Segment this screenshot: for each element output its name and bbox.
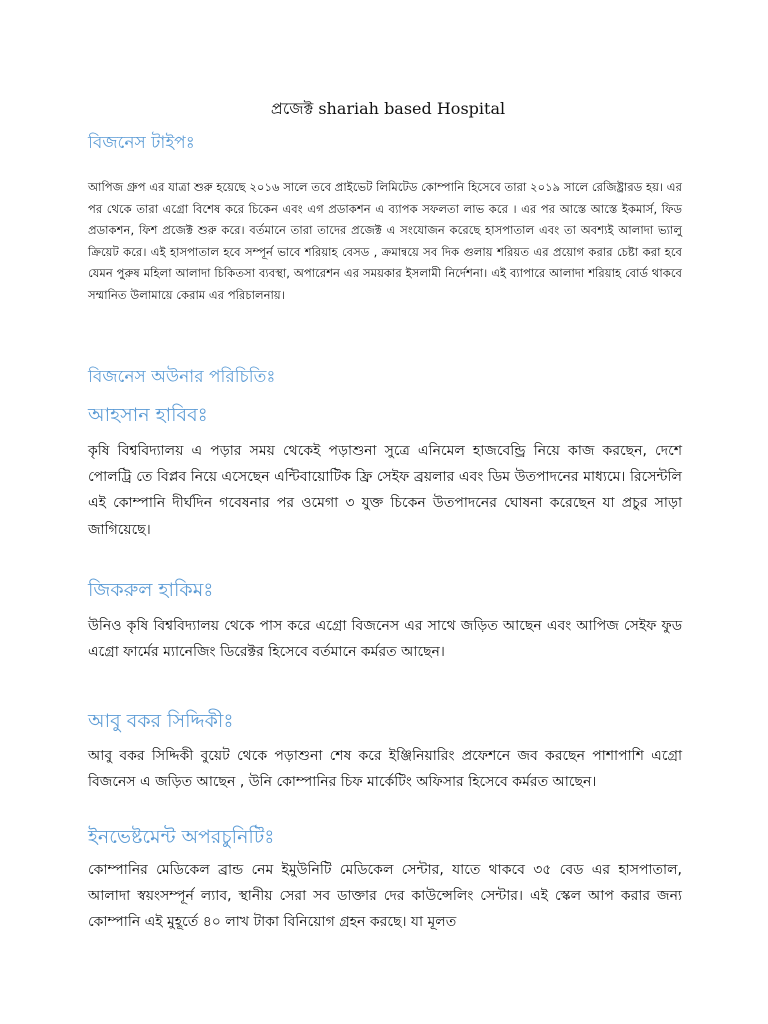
paragraph-business-type: আপিজ গ্রুপ এর যাত্রা শুরু হয়েছে ২০১৬ সালে তবে প্রাইভেট লিমিটেড কোম্পানি হিসেবে তারা ২০১৯ সালে রেজিষ্ট্রারড হয়। এর পর থেকে তারা এগ্রো বিশেষ করে চিকেন এবং এগ প্রডাকশন এ ব্যাপক সফলতা লাভ করে । এর পর আস্তে আস্তে ইকমার্স, ফিড প্রডাকশন, ফিশ প্রজেক্ট শুরু করে। বর্তমানে তারা তাদের প্রজেক্ট এ সংযোজন করেছে হাসপাতাল এবং তা অবশ্যই আলাদা ভ্যালু ক্রিয়েট করে। এই হাসপাতাল হবে সম্পূর্ন ভাবে শরিয়াহ বেসড , ক্রমান্বয়ে সব দিক গুলায় শরিয়ত এর প্রয়োগ করার চেষ্টা করা হবে যেমন পুরুষ মহিলা আলাদা চিকিতসা ব্যবস্থা, অপারেশন এর সময়কার ইসলামী নির্দেশনা। এই ব্যাপারে আলাদা শরিয়াহ বোর্ড থাকবে সম্মানিত উলামায়ে কেরাম এর পরিচালনায়। [88,180,682,302]
heading-business-owner-intro: বিজনেস অউনার পরিচিতিঃ [88,367,276,387]
paragraph-abu-bakar-siddiki: আবু বকর সিদ্দিকী বুয়েট থেকে পড়াশুনা শেষ করে ইঞ্জিনিয়ারিং প্রফেশনে জব করছেন পাশাপাশি এগ্রো বিজনেস এ জড়িত আছেন , উনি কোম্পানির চিফ মার্কেটিং অফিসার হিসেবে কর্মরত আছেন। [88,748,682,791]
heading-ahsan-habib: আহসান হাবিবঃ [88,404,208,426]
heading-zikrul-hakim: জিকরুল হাকিমঃ [88,579,214,601]
heading-investment-opportunity: ইনভেষ্টমেন্ট অপরচুনিটিঃ [88,826,275,848]
paragraph-ahsan-habib: কৃষি বিশ্ববিদ্যালয় এ পড়ার সময় থেকেই পড়াশুনা সুত্রে এনিমেল হাজবেন্ড্রি নিয়ে কাজ করছেন, দেশে পোলট্রি তে বিপ্লব নিয়ে এসেছেন এন্টিবায়োটিক ফ্রি সেইফ ব্রয়লার এবং ডিম উতপাদনের মাধ্যমে। রিসেন্টলি এই কোম্পানি দীর্ঘদিন গবেষনার পর ওমেগা ৩ যুক্ত চিকেন উতপাদনের ঘোষনা করেছেন যা প্রচুর সাড়া জাগিয়েছে। [88,443,682,538]
heading-business-type: বিজনেস টাইপঃ [88,133,195,153]
paragraph-zikrul-hakim: উনিও কৃষি বিশ্ববিদ্যালয় থেকে পাস করে এগ্রো বিজনেস এর সাথে জড়িত আছেন এবং আপিজ সেইফ ফুড এগ্রো ফার্মের ম্যানেজিং ডিরেক্টর হিসেবে বর্তমানে কর্মরত আছেন। [88,618,682,661]
document-title: প্রজেক্ট shariah based Hospital [270,99,506,118]
heading-abu-bakar-siddiki: আবু বকর সিদ্দিকীঃ [88,710,234,732]
paragraph-investment-opportunity: কোম্পানির মেডিকেল ব্রান্ড নেম ইমুউনিটি মেডিকেল সেন্টার, যাতে থাকবে ৩৫ বেড এর হাসপাতাল, আলাদা স্বয়ংসম্পূর্ন ল্যাব, স্থানীয় সেরা সব ডাক্তার দের কাউন্সেলিং সেন্টার। এই স্কেল আপ করার জন্য কোম্পানি এই মুহূর্তে ৪০ লাখ টাকা বিনিয়োগ গ্রহন করছে। যা মূলত [88,862,682,931]
